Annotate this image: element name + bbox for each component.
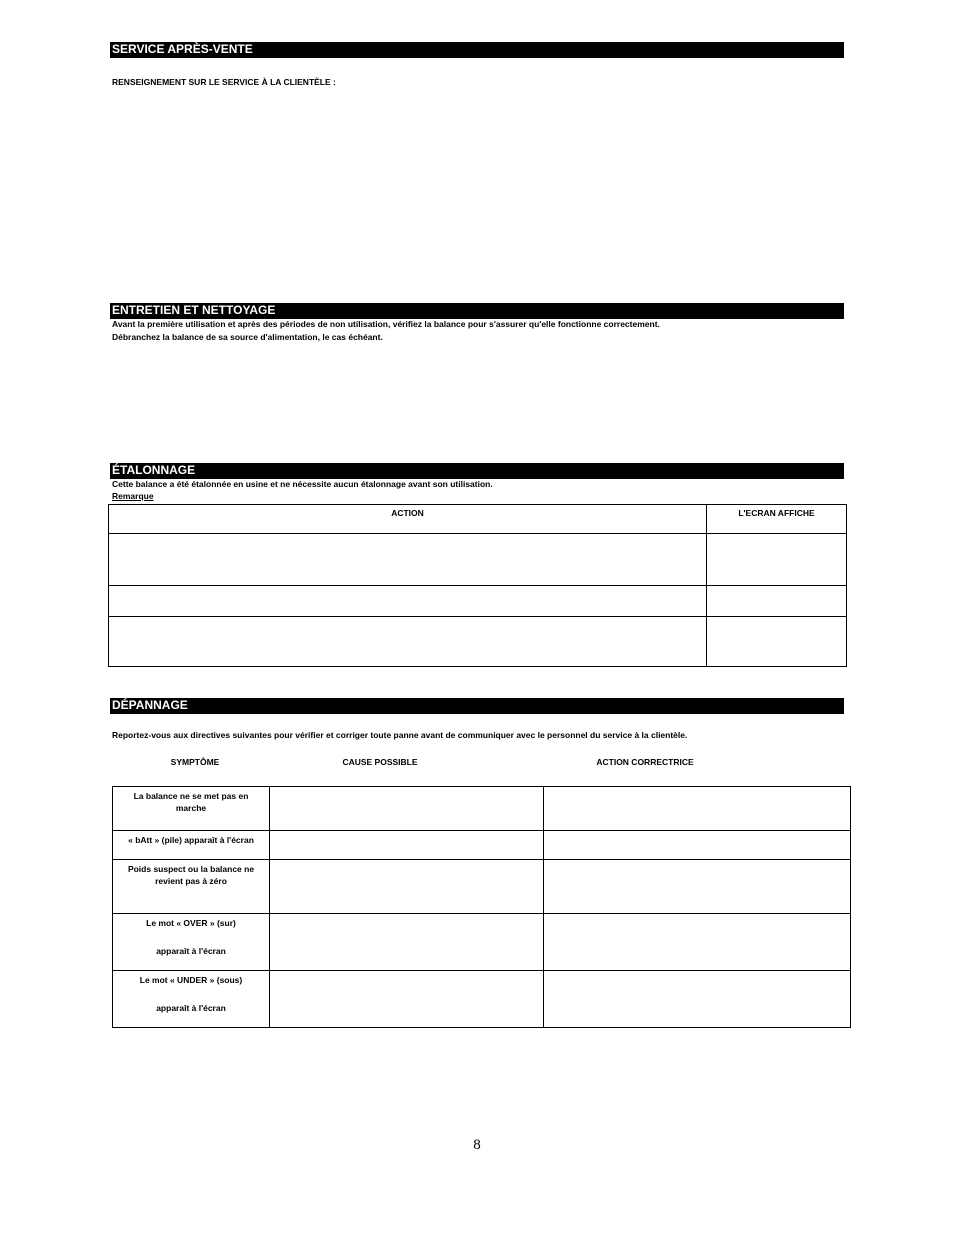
symptom-cell [113, 971, 270, 1028]
corrective-action-cell [544, 787, 851, 831]
calibration-table [108, 504, 847, 667]
table-row [109, 617, 847, 667]
symptom-text: La balance ne se met pas en [133, 791, 249, 801]
troubleshooting-col-cause: CAUSE POSSIBLE [342, 757, 418, 767]
table-cell [109, 534, 707, 586]
symptom-cell [113, 787, 270, 831]
maintenance-line-1: Avant la première utilisation et après des périodes de non utilisation, vérifiez la balance pour s'assurer qu'elle fonctionne correctement. [112, 319, 660, 329]
calibration-col-action: ACTION [109, 505, 707, 534]
cause-cell [270, 787, 544, 831]
table-row [113, 831, 851, 860]
symptom-cell [113, 914, 270, 971]
troubleshooting-intro: Reportez-vous aux directives suivantes pour vérifier et corriger toute panne avant de communiquer avec le personnel du service à la clientèle. [112, 730, 688, 740]
corrective-action-cell [544, 971, 851, 1028]
symptom-text: apparaît à l'écran [156, 1003, 226, 1013]
corrective-action-cell [544, 914, 851, 971]
table-cell [109, 586, 707, 617]
maintenance-line-2: Débranchez la balance de sa source d'alimentation, le cas échéant. [112, 332, 383, 342]
cause-cell [270, 971, 544, 1028]
table-row [113, 914, 851, 971]
symptom-text: « bAtt » (pile) apparaît à l'écran [128, 835, 254, 845]
symptom-cell [113, 860, 270, 914]
corrective-action-cell [544, 860, 851, 914]
service-subtitle: RENSEIGNEMENT SUR LE SERVICE À LA CLIENTÈLE : [112, 77, 336, 87]
page-number: 8 [473, 1137, 481, 1153]
section-title-troubleshooting: DÉPANNAGE [110, 698, 844, 714]
table-row [109, 534, 847, 586]
troubleshooting-col-symptom: SYMPTÔME [170, 757, 220, 767]
table-cell [109, 617, 707, 667]
table-row [109, 586, 847, 617]
cause-cell [270, 831, 544, 860]
symptom-text: Le mot « UNDER » (sous) [139, 975, 243, 985]
table-cell [707, 534, 847, 586]
symptom-text: apparaît à l'écran [156, 946, 226, 956]
troubleshooting-col-action: ACTION CORRECTRICE [596, 757, 694, 767]
corrective-action-cell [544, 831, 851, 860]
calibration-header-row [109, 505, 847, 534]
symptom-text: Le mot « OVER » (sur) [146, 918, 236, 928]
calibration-note-label: Remarque [112, 491, 154, 501]
symptom-cell [113, 831, 270, 860]
section-title-calibration: ÉTALONNAGE [110, 463, 844, 479]
symptom-text: Poids suspect ou la balance ne [127, 864, 255, 874]
table-cell [707, 617, 847, 667]
symptom-text: revient pas à zéro [155, 876, 227, 886]
calibration-col-display: L'ECRAN AFFICHE [707, 505, 847, 534]
table-row [113, 971, 851, 1028]
calibration-line-1: Cette balance a été étalonnée en usine et ne nécessite aucun étalonnage avant son utilisation. [112, 479, 493, 489]
symptom-text: marche [175, 803, 207, 813]
section-title-maintenance: ENTRETIEN ET NETTOYAGE [110, 303, 844, 319]
table-cell [707, 586, 847, 617]
section-title-service: SERVICE APRÈS-VENTE [110, 42, 844, 58]
troubleshooting-table [112, 786, 851, 1028]
table-row [113, 787, 851, 831]
cause-cell [270, 860, 544, 914]
table-row [113, 860, 851, 914]
cause-cell [270, 914, 544, 971]
